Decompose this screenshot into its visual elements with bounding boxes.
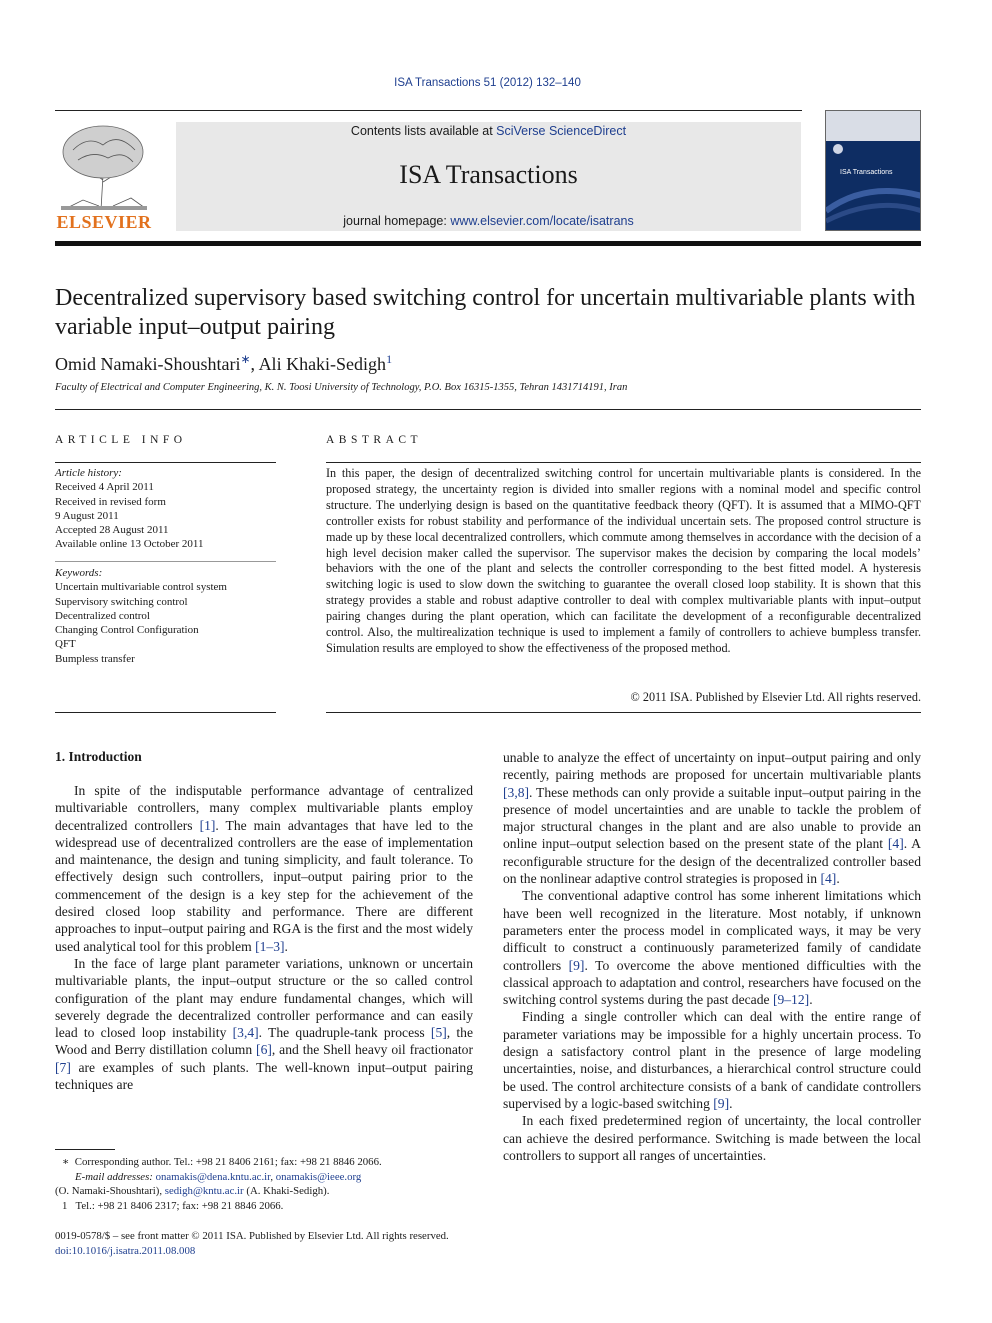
right-paragraph-1: unable to analyze the effect of uncertainty on input–output pairing and only recently, pairing methods are proposed for uncertain multivariable plants [3,8]. These methods can only provide a suitable input–output pairing in the presence of model uncertainties and are unable to tackle the problem of major structural changes in the plant and are also unable to provide an online input–output selection based on the present state of the plant [4]. A reconfigurable structure for the design of the decentralized controller based on the nonlinear adaptive control strategies is proposed in [4]. xyxy=(503,750,921,887)
citation-link[interactable]: [4] xyxy=(820,871,837,887)
journal-cover[interactable] xyxy=(825,110,921,231)
keyword-item: QFT xyxy=(55,638,76,651)
contents-line xyxy=(176,123,801,139)
keyword-item: Decentralized control xyxy=(55,609,150,622)
citation-link[interactable]: [9] xyxy=(713,1095,730,1111)
author-1-mark[interactable]: ∗ xyxy=(240,352,251,366)
history-label: Article history: xyxy=(55,467,122,479)
citation-link[interactable]: [9–12] xyxy=(772,992,810,1008)
cover-top xyxy=(826,111,920,141)
abstract-copyright: © 2011 ISA. Published by Elsevier Ltd. All rights reserved. xyxy=(630,690,921,704)
keyword-item: Changing Control Configuration xyxy=(55,624,199,637)
keyword-item: Uncertain multivariable control system xyxy=(55,581,227,594)
article-history xyxy=(55,466,276,552)
history-item: 9 August 2011 xyxy=(55,509,119,522)
right-paragraph-4: In each fixed predetermined region of uncertainty, the local controller can achieve the desired performance. Switching is made between the local controllers to support all ranges of uncertainties. xyxy=(503,1113,921,1163)
article-info-rule xyxy=(55,462,276,463)
keyword-item: Bumpless transfer xyxy=(55,652,135,665)
footnotes xyxy=(55,1155,473,1213)
right-column xyxy=(503,749,921,1164)
article-title: Decentralized supervisory based switching control for uncertain multivariable plants with variable input–output pairing xyxy=(55,285,916,340)
citation-link[interactable]: [1] xyxy=(199,817,216,833)
sciencedirect-link[interactable]: SciVerse ScienceDirect xyxy=(496,124,627,138)
article-info-bottom-rule xyxy=(55,712,276,713)
front-matter xyxy=(55,1229,555,1259)
keywords-rule xyxy=(55,561,276,562)
doi-link[interactable]: doi:10.1016/j.isatra.2011.08.008 xyxy=(55,1244,196,1257)
citation-link[interactable]: [5] xyxy=(430,1025,447,1041)
issn-line: 0019-0578/$ – see front matter © 2011 ISA. Published by Elsevier Ltd. All rights reserved. xyxy=(55,1230,449,1242)
article-info-heading: ARTICLE INFO xyxy=(55,434,187,446)
email-link[interactable]: sedigh@kntu.ac.ir xyxy=(164,1185,244,1198)
email-link[interactable]: onamakis@ieee.org xyxy=(275,1170,362,1183)
email-link[interactable]: onamakis@dena.kntu.ac.ir xyxy=(155,1170,271,1183)
cover-title: ISA Transactions xyxy=(840,169,893,176)
citation-link[interactable]: [6] xyxy=(256,1042,272,1058)
footnote-rule xyxy=(55,1149,115,1150)
journal-name: ISA Transactions xyxy=(399,160,578,189)
abstract-text: In this paper, the design of decentralized switching control for uncertain multivariable plants is considered. In the proposed strategy, the uncertainty region is divided into smaller regions with a nominal model and specific control structure. The underlying design is based on the quantitative feedback theory (QFT). It is assumed that a MIMO-QFT controller exists for robust stability and performance of the individual uncertain sets. The proposed control structure is made up by these local decentralized controllers, which commute among themselves in accordance with the decision of a high level decision maker called the supervisor. The supervisor makes the decision by comparing the local models’ behaviors with the one of the plant and selects the controller corresponding to the best fitted model. A hysteresis switching logic is used to slow down the switching to guarantee the overall closed loop stability. It is shown that this strategy provides a stable and robust adaptive controller to deal with complex multivariable plants with input–output pairing changes during the plant operation, which can facilitate the development of a reconfigurable decentralized control. Also, the multirealization technique is used to implement a family of controllers to achieve bumpless transfer. Simulation results are employed to show the effectiveness of the proposed method. xyxy=(326,466,921,655)
journal-reference[interactable]: ISA Transactions 51 (2012) 132–140 xyxy=(394,77,581,89)
author-2: Ali Khaki-Sedigh xyxy=(258,354,387,374)
left-column xyxy=(55,782,473,1093)
right-paragraph-2: The conventional adaptive control has some inherent limitations which have been well recognized in the literature. Most notably, if unknown parameters enter the process model in complicated ways, it may be very difficult to construct a continuously parameterized family of candidate controllers [9]. To overcome the above mentioned difficulties with the classical approach to adaptation and control, researchers have focused on the switching control systems during the past decade [9–12]. xyxy=(503,888,921,1008)
footnote-1: 1 Tel.: +98 21 8406 2317; fax: +98 21 8846 2066. xyxy=(62,1199,284,1212)
abstract-rule xyxy=(326,462,921,463)
citation-link[interactable]: [3,8] xyxy=(503,784,530,800)
elsevier-wordmark: ELSEVIER xyxy=(56,212,152,232)
citation-link[interactable]: [3,4] xyxy=(232,1025,259,1041)
author-2-mark[interactable]: 1 xyxy=(386,352,393,366)
affiliation-rule xyxy=(55,409,921,410)
citation-link[interactable]: [4] xyxy=(887,836,904,852)
section-heading-introduction: 1. Introduction xyxy=(55,749,142,764)
abstract-heading: ABSTRACT xyxy=(326,434,423,446)
citation-link[interactable]: [9] xyxy=(568,957,585,973)
keywords-label: Keywords: xyxy=(55,567,103,579)
tree-icon xyxy=(53,120,155,212)
affiliation: Faculty of Electrical and Computer Engineering, K. N. Toosi University of Technology, P.O. Box 16315-1355, Tehran 1431714191, Iran xyxy=(55,382,628,393)
elsevier-logo xyxy=(53,120,155,233)
footnote-corresponding: ∗ Corresponding author. Tel.: +98 21 8406 2161; fax: +98 21 8846 2066. xyxy=(62,1156,382,1168)
intro-paragraph-1: In spite of the indisputable performance advantage of centralized multivariable controllers, many complex multivariable plants employ decentralized controllers [1]. The main advantages that have led to the widespread use of decentralized controllers are the ease of implementation and maintenance, the design and tuning simplicity, and fault tolerance. To effectively design such controllers, input–output pairing prior to the commencement of the design is a key step for the achievement of the desired closed loop stability and performance. There are different approaches to input–output pairing and RGA is the first and the most widely used analytical tool for this problem [1–3]. xyxy=(55,783,473,954)
footnote-emails-cont: (O. Namaki-Shoushtari), sedigh@kntu.ac.ir (A. Khaki-Sedigh). xyxy=(55,1185,330,1198)
history-item: Accepted 28 August 2011 xyxy=(55,524,169,537)
author-1: Omid Namaki-Shoushtari xyxy=(55,354,241,374)
intro-paragraph-2: In the face of large plant parameter variations, unknown or uncertain multivariable plants, the input–output structure or the so called control configuration of the plant may endure fundamental changes, which will severely degrade the decentralized controller performance and can easily lead to closed loop instability [3,4]. The quadruple-tank process [5], the Wood and Berry distillation column [6], and the Shell heavy oil fractionator [7] are examples of such plants. The well-known input–output pairing techniques are xyxy=(55,955,474,1093)
homepage-prefix: journal homepage: xyxy=(343,214,451,228)
homepage-link[interactable]: www.elsevier.com/locate/isatrans xyxy=(450,214,634,228)
right-paragraph-3: Finding a single controller which can deal with the entire range of parameter variations may be impossible for a highly uncertain process. To design a satisfactory control plant in the presence of large modeling uncertainties, noise, and disturbances, a hierarchical control structure could be used. The control architecture consists of a bank of candidate controllers supervised by a logic-based switching [9]. xyxy=(503,1009,921,1111)
history-item: Received 4 April 2011 xyxy=(55,481,154,494)
header-rule xyxy=(55,110,802,111)
history-item: Available online 13 October 2011 xyxy=(55,538,204,551)
contents-prefix: Contents lists available at xyxy=(350,124,497,138)
history-item: Received in revised form xyxy=(55,495,166,508)
author-line xyxy=(55,352,392,375)
citation-link[interactable]: [7] xyxy=(55,1059,71,1075)
cover-graphic-icon xyxy=(826,141,921,231)
keywords xyxy=(55,566,276,666)
abstract-bottom-rule xyxy=(326,712,921,713)
author-separator: , xyxy=(250,354,259,374)
citation-link[interactable]: [1–3] xyxy=(255,938,285,954)
header-thick-rule xyxy=(55,241,921,246)
footnote-emails: E-mail addresses: onamakis@dena.kntu.ac.ir, onamakis@ieee.org xyxy=(75,1170,362,1183)
journal-banner xyxy=(176,122,801,231)
homepage-line xyxy=(176,214,801,228)
keyword-item: Supervisory switching control xyxy=(55,595,188,608)
